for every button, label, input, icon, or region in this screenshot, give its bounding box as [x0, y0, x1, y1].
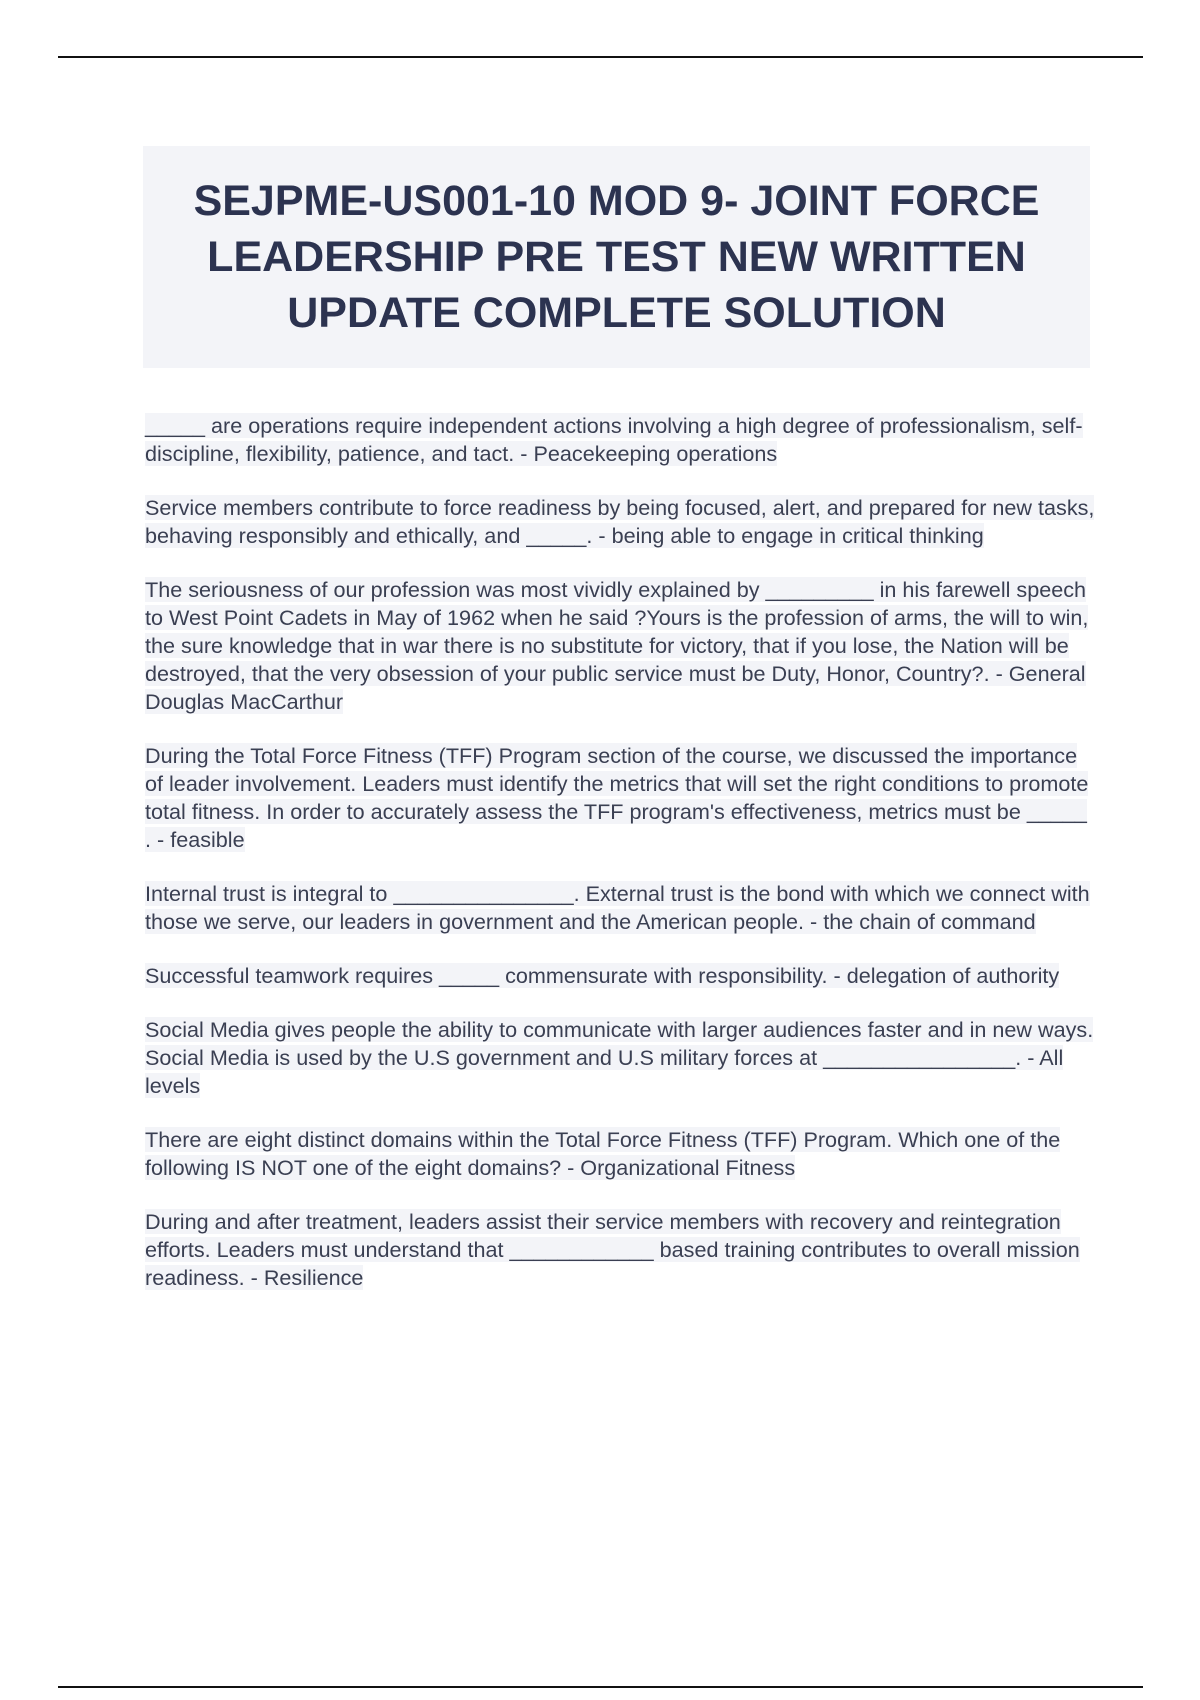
question-item	[145, 1016, 1095, 1100]
question-text: Social Media gives people the ability to communicate with larger audiences faster and in new ways. Social Media is used by the U.S government and U.S military forces at ________________. - All levels	[145, 1017, 1094, 1098]
question-text: During the Total Force Fitness (TFF) Program section of the course, we discussed the importance of leader involvement. Leaders must identify the metrics that will set the right conditions to promote total fitness. In order to accurately assess the TFF program's effectiveness, metrics must be _____ . - feasible	[145, 743, 1089, 852]
question-item	[145, 742, 1095, 854]
question-item	[145, 1208, 1095, 1292]
question-list	[145, 412, 1095, 1318]
question-item	[145, 494, 1095, 550]
question-item	[145, 1126, 1095, 1182]
top-divider	[58, 56, 1143, 58]
question-item	[145, 576, 1095, 716]
question-text: Internal trust is integral to _______________. External trust is the bond with which we connect with those we serve, our leaders in government and the American people. - the chain of command	[145, 881, 1090, 934]
question-item	[145, 412, 1095, 468]
question-text: Service members contribute to force readiness by being focused, alert, and prepared for new tasks, behaving responsibly and ethically, and _____. - being able to engage in critical thinking	[145, 495, 1095, 548]
bottom-divider	[58, 1686, 1143, 1688]
question-item	[145, 880, 1095, 936]
document-title: SEJPME-US001-10 MOD 9- JOINT FORCE LEADERSHIP PRE TEST NEW WRITTEN UPDATE COMPLETE SOLUTION	[193, 177, 1040, 337]
question-text: The seriousness of our profession was most vividly explained by _________ in his farewell speech to West Point Cadets in May of 1962 when he said ?Yours is the profession of arms, the will to win, the sure knowledge that in war there is no substitute for victory, that if you lose, the Nation will be destroyed, that the very obsession of your public service must be Duty, Honor, Country?. - General Douglas MacCarthur	[145, 577, 1089, 714]
question-text: There are eight distinct domains within the Total Force Fitness (TFF) Program. Which one of the following IS NOT one of the eight domains? - Organizational Fitness	[145, 1127, 1061, 1180]
question-text: During and after treatment, leaders assist their service members with recovery and reintegration efforts. Leaders must understand that ____________ based training contributes to overall mission readiness. - Resilience	[145, 1209, 1080, 1290]
title-banner	[143, 146, 1090, 368]
question-text: _____ are operations require independent actions involving a high degree of professionalism, self-discipline, flexibility, patience, and tact. - Peacekeeping operations	[145, 413, 1083, 466]
question-item	[145, 962, 1095, 990]
question-text: Successful teamwork requires _____ commensurate with responsibility. - delegation of authority	[145, 963, 1060, 988]
